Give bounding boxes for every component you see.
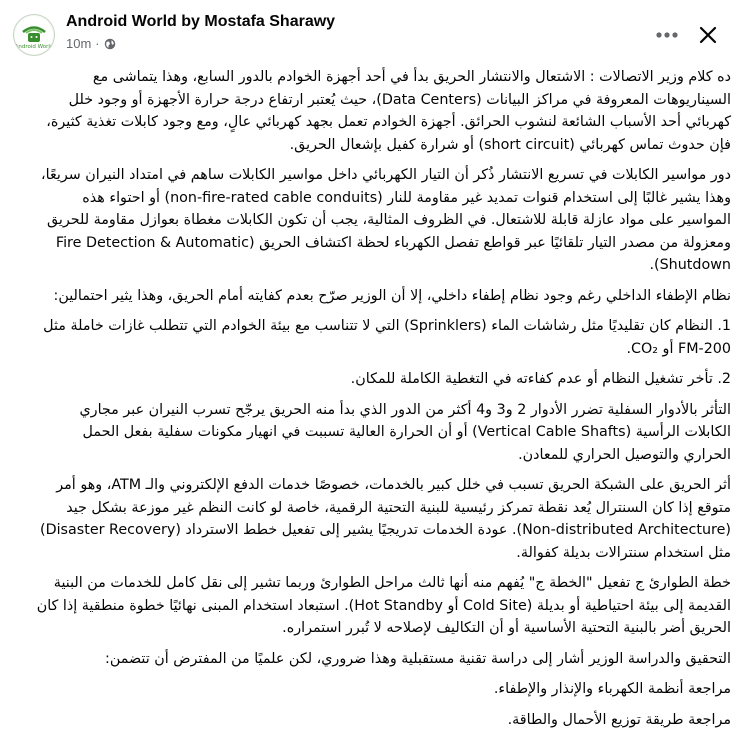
close-button[interactable] (690, 17, 726, 53)
post-meta (66, 36, 116, 51)
android-world-logo-icon (14, 15, 54, 55)
post-header (0, 0, 741, 64)
globe-icon[interactable] (104, 38, 116, 50)
paragraph-review-1: مراجعة أنظمة الكهرباء والإنذار والإطفاء. (493, 681, 731, 697)
meta-separator: · (95, 36, 100, 51)
paragraph-intro: ده كلام وزير الاتصالات : الاشتعال والانتشار الحريق بدأ في أحد أجهزة الخوادم بالدور السابع، وهذا يتماشى مع السيناريوهات المعروفة في مراكز البيانات (Data Centers)، حيث يُعتبر ارتفاع درجة حرارة الأجهزة أو وجود خلل كهربائي أحد الأسباب الشائعة لنشوب الحرائق. أجهزة الخوادم تعمل بجهد كهربائي عالٍ، ومع وجود كابلات تغذية كثيرة، فإن حدوث تماس كهربائي (short circuit) أو شرارة كفيل بإشعال الحريق. (46, 69, 731, 153)
close-icon (699, 26, 717, 44)
more-options-icon (656, 32, 678, 38)
more-options-button[interactable] (649, 17, 685, 53)
post-time[interactable]: 10m (66, 36, 92, 51)
paragraph-emergency-plan: خطة الطوارئ ج تفعيل "الخطة ج" يُفهم منه أنها ثالث مراحل الطوارئ وربما تشير إلى نقل كامل للخدمات من البنية القديمة إلى بيئة احتياطية أو بديلة (Cold Site أو Hot Standby). استبعاد استخدام المبنى نهائيًا خطوة منطقية إذا كان الحريق أضر بالبنية التحتية الأساسية أو أن التكاليف لإصلاحه لا تُبرر استمراره. (36, 575, 731, 636)
page-avatar[interactable] (13, 14, 55, 56)
paragraph-lower-floors: التأثر بالأدوار السفلية تضرر الأدوار 2 و3 و4 أكثر من الدور الذي بدأ منه الحريق يرجّح تسرب النيران عبر مجاري الكابلات الرأسية (Vertical Cable Shafts) أو أن الحرارة العالية تسببت في انهيار مكونات سفلية بفعل الحمل الحراري والتوصيل الحراري للمعادن. (79, 401, 731, 463)
paragraph-point-2: 2. تأخر تشغيل النظام أو عدم كفاءته في التغطية الكاملة للمكان. (350, 371, 731, 387)
paragraph-investigation: التحقيق والدراسة الوزير أشار إلى دراسة تقنية مستقبلية وهذا ضروري، لكن علميًا من المفترض أن تتضمن: (105, 650, 731, 667)
paragraph-network-impact: أثر الحريق على الشبكة الحريق تسبب في خلل كبير بالخدمات، خصوصًا خدمات الدفع الإلكتروني والـ ATM، وهو أمر متوقع إذا كان السنترال يُعد نقطة تمركز رئيسية للبنية التحتية الرقمية، خاصة لو كانت النظم غير موزعة بشكل جيد (Non-distributed Architecture). عودة الخدمات تدريجيًا يشير إلى تفعيل خطط الاسترداد (Disaster Recovery) مثل استخدام سنترالات بديلة كفوالة. (40, 477, 731, 561)
author-name[interactable]: Android World by Mostafa Sharawy (66, 13, 336, 30)
paragraph-extinguishing: نظام الإطفاء الداخلي رغم وجود نظام إطفاء داخلي، إلا أن الوزير صرّح بعدم كفايته أمام الحريق، وهذا يثير احتمالين: (53, 287, 731, 304)
paragraph-point-1: 1. النظام كان تقليديًا مثل رشاشات الماء (Sprinklers) التي لا تتناسب مع بيئة الخوادم التي تتطلب غازات خاملة مثل FM-200 أو CO₂. (43, 318, 731, 357)
logo-text: Android World (14, 44, 54, 50)
post-body (36, 66, 731, 739)
paragraph-review-2: مراجعة طريقة توزيع الأحمال والطاقة. (507, 711, 731, 728)
paragraph-cable-conduits: دور مواسير الكابلات في تسريع الانتشار ذُكر أن التيار الكهربائي داخل مواسير الكابلات ساهم في امتداد النيران سريعًا، وهذا يشير غالبًا إلى استخدام قنوات تمديد غير مقاومة للنار (non-fire-rated cable conduits) أو احتواء هذه المواسير على مواد عازلة قابلة للاشتعال. في الظروف المثالية، يجب أن تكون الكابلات مغطاة بعوازل مقاومة للحريق ومعزولة من مصدر التيار تلقائيًا عبر قواطع تفصل الكهرباء لحظة اكتشاف الحريق (Fire Detection & Automatic Shutdown). (41, 167, 731, 273)
